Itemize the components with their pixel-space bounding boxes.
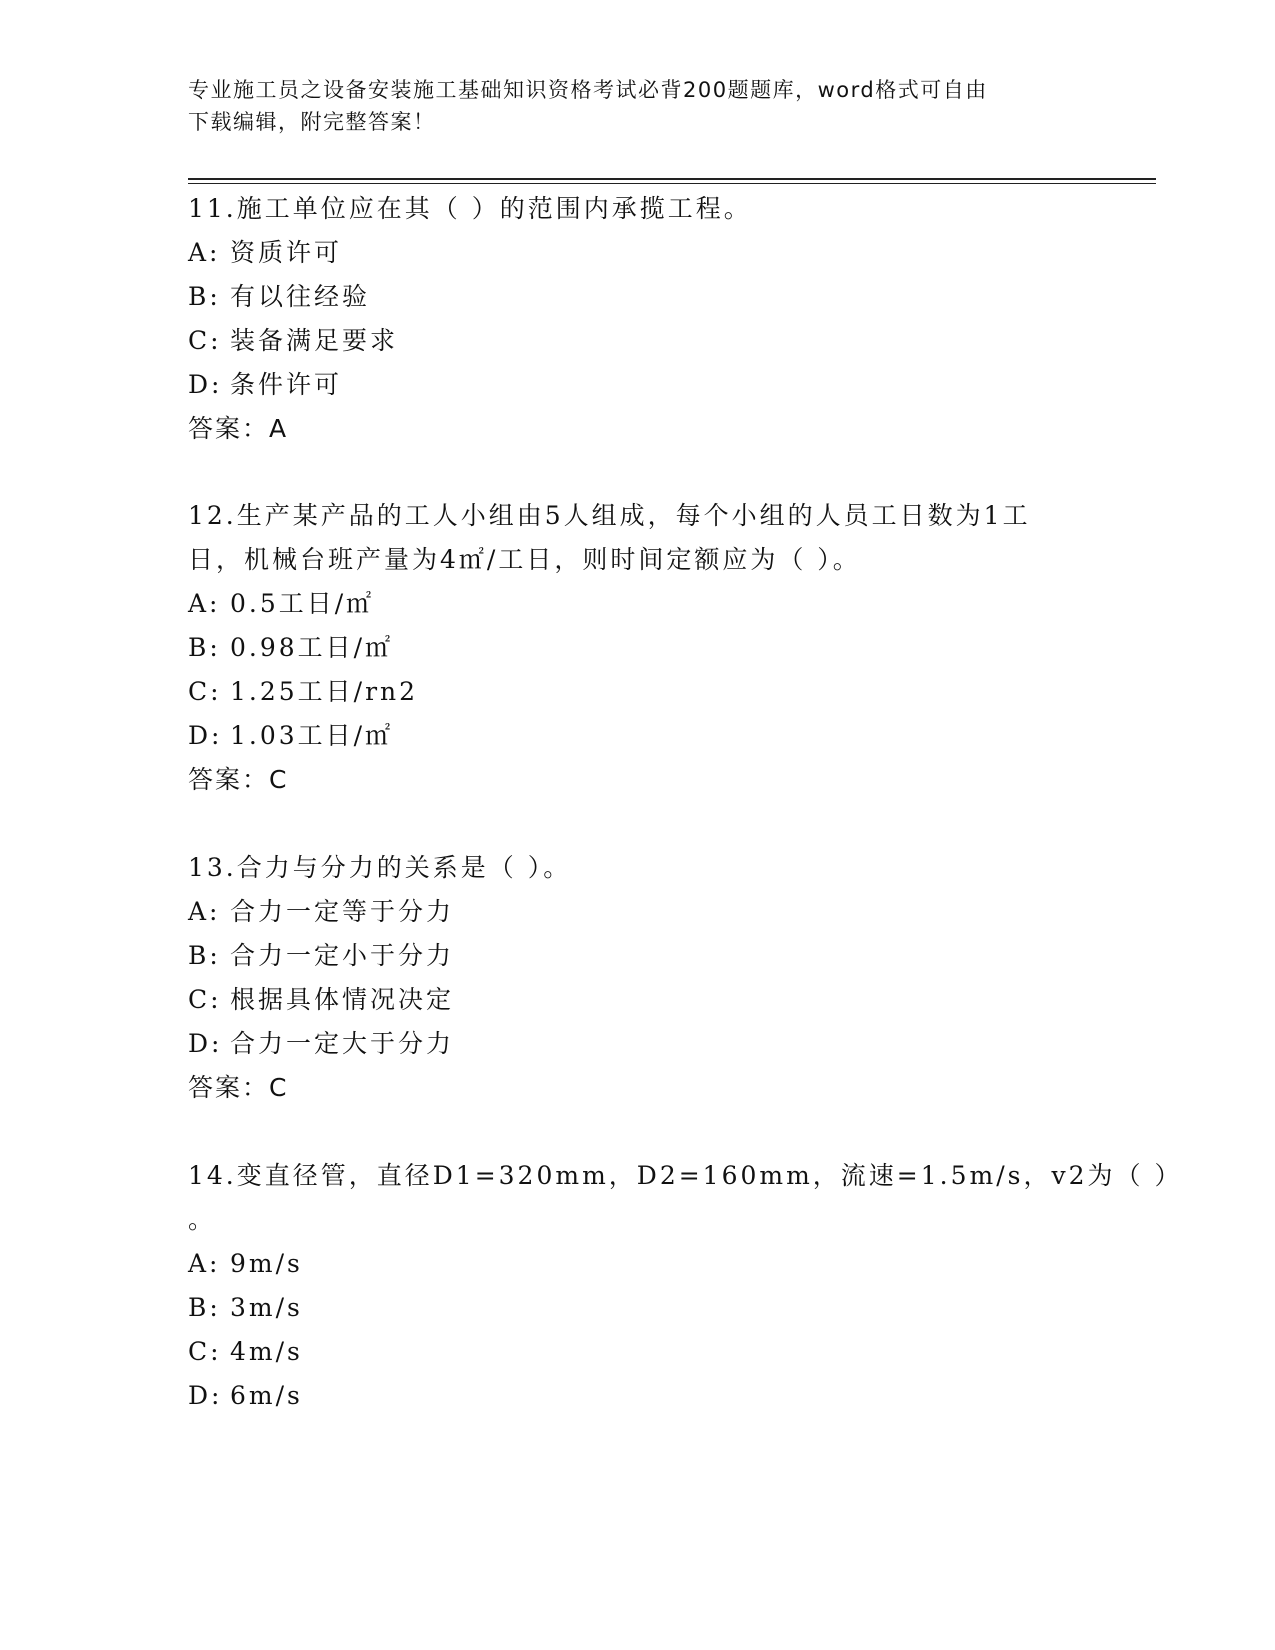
option-label: D: — [188, 1029, 223, 1058]
question-14-option-a — [188, 1248, 303, 1280]
question-11-option-d — [188, 369, 342, 401]
question-13-option-d — [188, 1028, 454, 1060]
option-label: A: — [188, 238, 221, 267]
header-divider-thin — [188, 183, 1156, 184]
option-label: B: — [188, 633, 221, 662]
option-text: 资质许可 — [230, 238, 343, 267]
question-12-answer: 答案：C — [188, 765, 289, 794]
question-12-stem-line-1: 12.生产某产品的工人小组由5人组成，每个小组的人员工日数为1工 — [188, 501, 1031, 530]
option-label: B: — [188, 941, 221, 970]
option-label: D: — [188, 721, 223, 750]
question-12-option-c — [188, 676, 418, 708]
option-text: 装备满足要求 — [230, 326, 399, 355]
option-text: 合力一定大于分力 — [230, 1029, 455, 1058]
question-14-stem-line-2: 。 — [188, 1205, 217, 1234]
option-label: A: — [188, 589, 221, 618]
question-12-option-d — [188, 720, 393, 752]
question-13-option-b — [188, 940, 454, 972]
question-13-stem: 13.合力与分力的关系是（ ）。 — [188, 853, 572, 882]
option-text: 合力一定等于分力 — [230, 897, 455, 926]
header-divider — [188, 178, 1156, 180]
question-12-stem-line-2: 日，机械台班产量为4㎡/工日，则时间定额应为（ ）。 — [188, 545, 861, 574]
question-11-answer: 答案：A — [188, 414, 289, 443]
question-14-option-b — [188, 1292, 303, 1324]
option-text: 1.25工日/rn2 — [230, 677, 419, 706]
option-text: 0.5工日/㎡ — [230, 589, 375, 618]
option-label: C: — [188, 677, 222, 706]
header-line-2: 下载编辑，附完整答案！ — [188, 110, 436, 134]
option-text: 4m/s — [230, 1337, 303, 1366]
document-header — [188, 74, 1088, 138]
option-text: 0.98工日/㎡ — [230, 633, 394, 662]
option-label: C: — [188, 326, 222, 355]
question-11-option-b — [188, 281, 370, 313]
question-12-option-a — [188, 588, 374, 620]
question-11-option-a — [188, 237, 342, 269]
question-12-option-b — [188, 632, 393, 664]
question-14-option-c — [188, 1336, 303, 1368]
option-label: D: — [188, 1381, 223, 1410]
question-14-option-d — [188, 1380, 303, 1412]
question-13-option-a — [188, 896, 454, 928]
option-text: 条件许可 — [230, 370, 343, 399]
option-label: D: — [188, 370, 223, 399]
option-text: 根据具体情况决定 — [230, 985, 455, 1014]
option-text: 9m/s — [230, 1249, 303, 1278]
option-label: C: — [188, 1337, 222, 1366]
option-label: C: — [188, 985, 222, 1014]
option-text: 有以往经验 — [230, 282, 371, 311]
option-text: 3m/s — [230, 1293, 303, 1322]
question-14-stem-line-1: 14.变直径管，直径D1=320mm，D2=160mm，流速=1.5m/s，v2为（ ） — [188, 1161, 1183, 1190]
option-label: A: — [188, 1249, 221, 1278]
option-label: B: — [188, 1293, 221, 1322]
question-11-option-c — [188, 325, 398, 357]
option-text: 1.03工日/㎡ — [230, 721, 394, 750]
option-text: 合力一定小于分力 — [230, 941, 455, 970]
option-label: A: — [188, 897, 221, 926]
option-text: 6m/s — [230, 1381, 303, 1410]
question-11-stem: 11.施工单位应在其（ ）的范围内承揽工程。 — [188, 194, 752, 223]
question-13-answer: 答案：C — [188, 1073, 289, 1102]
header-line-1: 专业施工员之设备安装施工基础知识资格考试必背200题题库，word格式可自由 — [188, 78, 988, 102]
question-13-option-c — [188, 984, 454, 1016]
option-label: B: — [188, 282, 221, 311]
